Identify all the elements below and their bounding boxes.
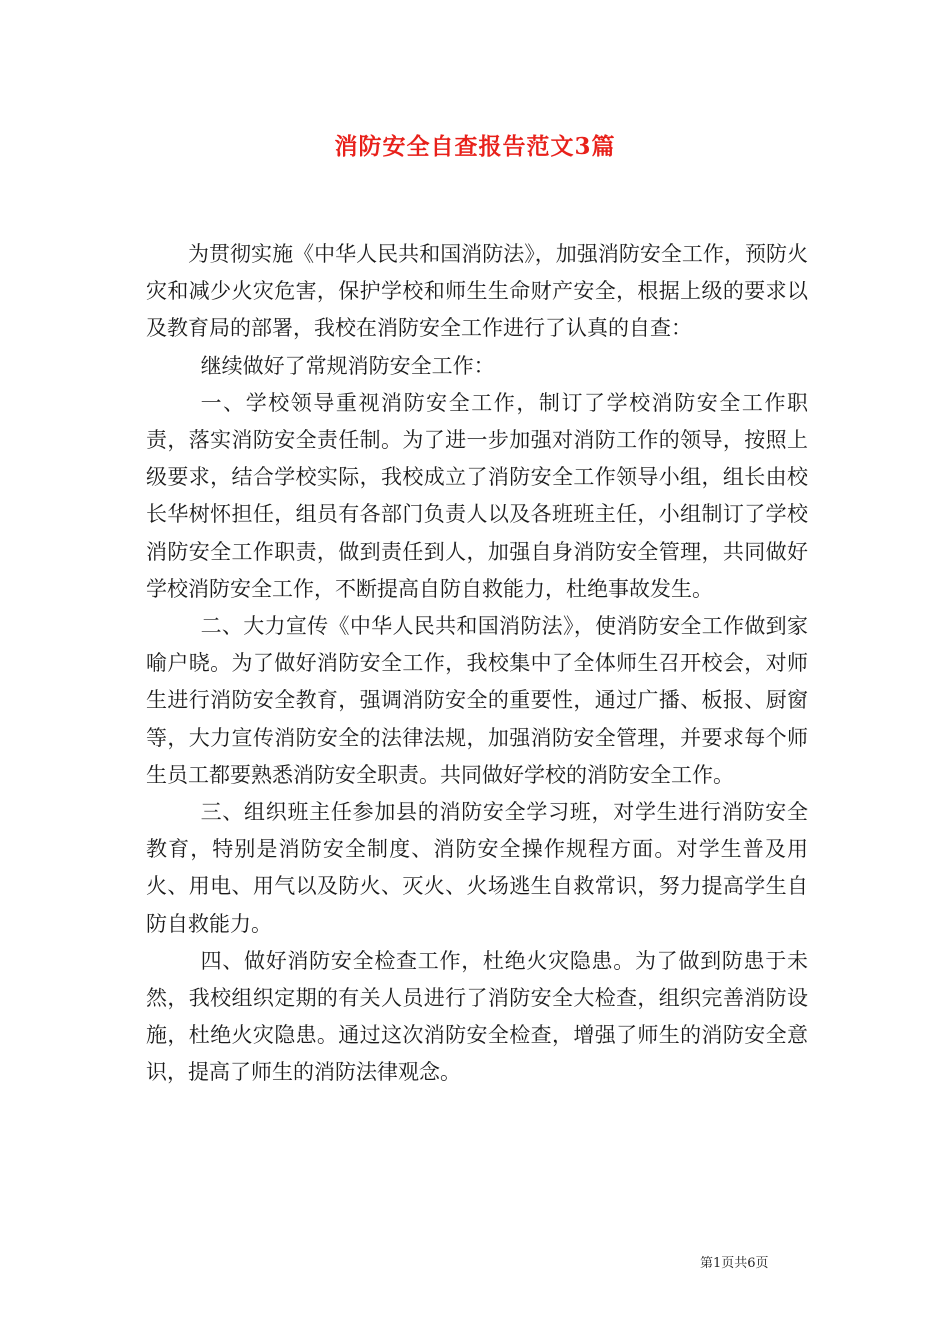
- page-number: 第1页共6页: [700, 1256, 769, 1271]
- paragraph-item-2: 二、大力宣传《中华人民共和国消防法》，使消防安全工作做到家喻户晓。为了做好消防安全工作，我校集中了全体师生召开校会，对师生进行消防安全教育，强调消防安全的重要性，通过广播、板报、厨窗等，大力宣传消防安全的法律法规，加强消防安全管理，并要求每个师生员工都要熟悉消防安全职责。共同做好学校的消防安全工作。: [146, 614, 808, 787]
- paragraph-item-3: 三、组织班主任参加县的消防安全学习班，对学生进行消防安全教育，特别是消防安全制度、消防安全操作规程方面。对学生普及用火、用电、用气以及防火、灭火、火场逃生自救常识，努力提高学生自防自救能力。: [146, 800, 808, 936]
- paragraph-heading: 继续做好了常规消防安全工作：: [200, 353, 495, 378]
- document-title: 消防安全自查报告范文3篇: [334, 133, 616, 160]
- paragraph-item-1: 一、学校领导重视消防安全工作，制订了学校消防安全工作职责，落实消防安全责任制。为了进一步加强对消防工作的领导，按照上级要求，结合学校实际，我校成立了消防安全工作领导小组，组长由校长华树怀担任，组员有各部门负责人以及各班班主任，小组制订了学校消防安全工作职责，做到责任到人，加强自身消防安全管理，共同做好学校消防安全工作，不断提高自防自救能力，杜绝事故发生。: [146, 390, 808, 601]
- paragraph-item-4: 四、做好消防安全检查工作，杜绝火灾隐患。为了做到防患于未然，我校组织定期的有关人员进行了消防安全大检查，组织完善消防设施，杜绝火灾隐患。通过这次消防安全检查，增强了师生的消防安全意识，提高了师生的消防法律观念。: [146, 948, 808, 1085]
- document-body: [146, 236, 808, 1092]
- paragraph-intro: 为贯彻实施《中华人民共和国消防法》，加强消防安全工作，预防火灾和减少火灾危害，保护学校和师生生命财产安全，根据上级的要求以及教育局的部署，我校在消防安全工作进行了认真的自查：: [146, 242, 808, 341]
